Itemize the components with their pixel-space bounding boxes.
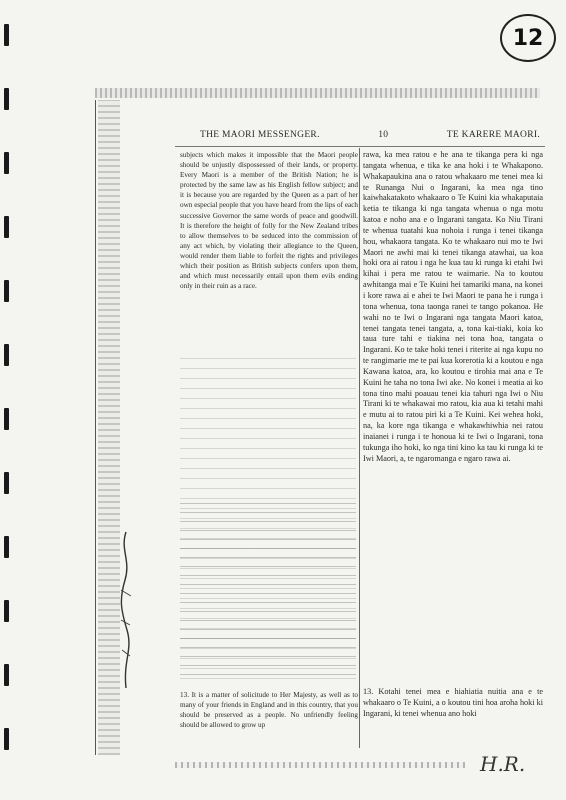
english-paragraph-13: 13. It is a matter of solicitude to Her Majesty, as well as to many of your friends in England and in this country, that you should be preserved as a people. No unfriendly feeling should be allowed to grow up [180, 691, 358, 730]
faded-text-block-lower [180, 500, 356, 675]
maori-column [363, 150, 543, 718]
scan-bottom-edge [175, 762, 465, 768]
english-paragraph-top: subjects which makes it impossible that the Maori people should be unjustly dispossessed of their lands, or property. Every Maori is a member of the British Nation; he is protected by the same law as his English fellow subject; and it is because you are regarded by the Queen as a part of her own especial people that you have heard from the lips of each successive Governor the same words of peace and goodwill. It is therefore the height of folly for the New Zealand tribes to allow themselves to be seduced into the commission of any act which, by violating their allegiance to the Queen, would render them liable to forfeit the rights and privileges which their position as British subjects confers upon them, and which must necessarily entail upon them evils ending only in their ruin as a race. [180, 151, 358, 291]
column-divider [359, 148, 360, 748]
handwritten-margin-note-icon [117, 530, 135, 690]
scan-top-shadow [95, 88, 540, 98]
handwritten-initials: H.R. [480, 752, 526, 776]
header-maori-title: TE KARERE MAORI. [446, 130, 540, 140]
page-number-circled: 12 [500, 14, 556, 62]
english-column [180, 150, 358, 730]
header-rule [175, 146, 545, 147]
maori-paragraph-13: 13. Kotahi tenei mea e hiahiatia nuitia ana e te whakaaro o Te Kuini, a o koutou tini hoa aroha hoki ki Ingarani, ki tenei whenua ano hoki [363, 687, 543, 718]
binder-holes [0, 0, 20, 800]
page-header [200, 130, 540, 140]
header-page-number: 10 [378, 130, 389, 140]
maori-paragraph-main: rawa, ka mea ratou e he ana te tikanga pera ki nga tangata whenua, e tika ke ana hoki i te Whakapono. Whakapaukina ana o ratou whakaaro me tenei mea ki te Runanga Nui o Ingarani, ka mea nga tino kaiwhakatakoto whakaaro o Te Kuini kia whakaputaia ketia te tikanga ki nga tangata whenua o nga motu katoa e noho ana e o Ingarani tangata. Ko Niu Tirani te whenua tuatahi kua nohoia i runga i tenei tikanga hou, whakaora tangata. Ko te whakaaro nui mo te Iwi Maori ne awhi mai ki tenei tikanga atawhai, ua koa hoki ora ai ratou i nga he kua tau ki runga ki etahi Iwi kihai i pera me ratou te waimarie. Na to koutou awhitanga mai e Te Kuini hei tamariki mana, na konei i kore rawa ai e ahei te Iwi Maori te pana he i runga i tona whenua, tona taonga ranei te tango pokanoa. He wahi no te Iwi o Ingarani nga tangata Maori katoa, tenei tangata tenei tangata, a, tona kai-tiaki, koia ko taua ture tahi e tiakina nei tona hoa, tangata o Ingarani. Ko te take hoki tenei i riterite ai nga kupu no te rangimarie me te pai kua korerotia ki a koutou e nga Kawana katoa, ara, ko koutou e tirohia mai ana e Te Kuini he taha no tona Iwi ake. No konei i meatia ai ko tona tino mahi poauau tenei kia tahuri nga Iwi o Niu Tirani ki te whakawai mo ratou, kia aua ki tetahi mahi e mutu ai to ratou piri ki a Te Kuini. Kei wehea hoki, na, ka kore nga tikanga e whakawhiwhia nei ratou inaianei i runga i te honoua ki te Iwi o Ingarani, tona tukunga iho hoki, ko nga tini kino ka tau ki runga ki te Iwi Maori, a, te ngaromanga e ngaro rawa ai. [363, 150, 543, 463]
header-english-title: THE MAORI MESSENGER. [200, 130, 320, 140]
